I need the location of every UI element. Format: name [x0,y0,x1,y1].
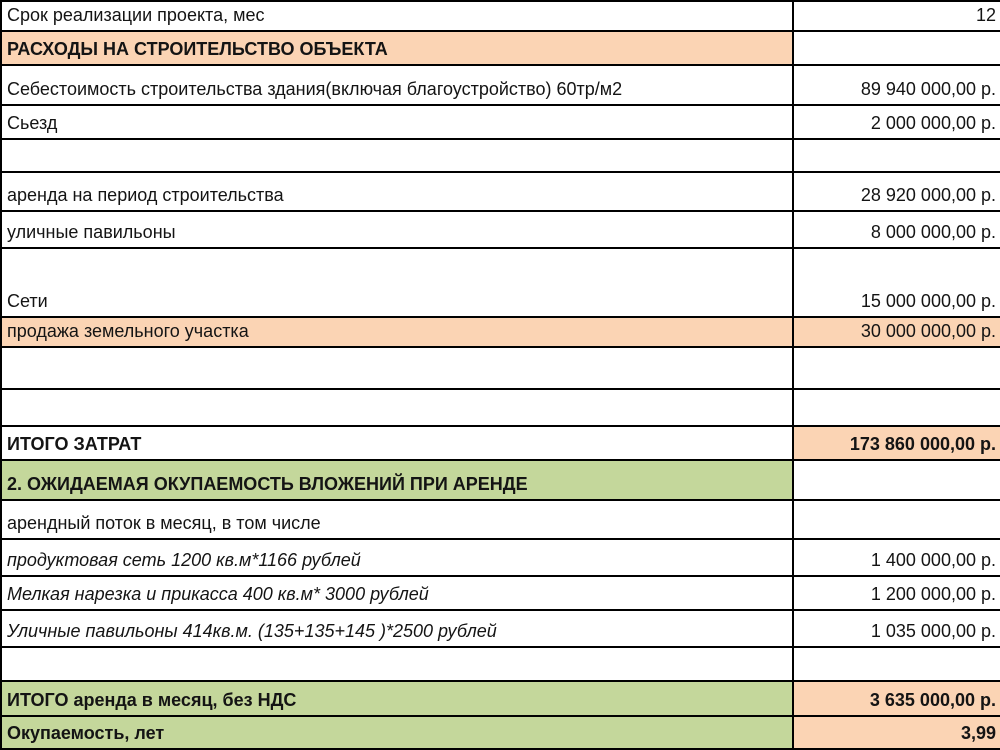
row-total-monthly-rent [2,682,1000,717]
cell-empty[interactable] [794,648,1000,680]
cell-empty[interactable] [2,390,794,425]
cell-small-retail-rent-value[interactable]: 1 200 000,00 р. [870,584,996,605]
cell-payback-years-label[interactable]: Окупаемость, лет [2,717,794,748]
cell-project-duration-value[interactable]: 12 [975,5,996,26]
cell-grocery-chain-rent-value[interactable]: 1 400 000,00 р. [870,550,996,571]
cell-project-duration-label[interactable]: Срок реализации проекта, мес [2,2,794,30]
cell-empty[interactable] [2,348,794,388]
cell-monthly-rental-flow-label[interactable]: арендный поток в месяц, в том числе [2,501,794,538]
cell-total-monthly-rent-label[interactable]: ИТОГО аренда в месяц, без НДС [2,682,794,715]
row-total-costs [2,427,1000,461]
cell-small-retail-rent-label[interactable]: Мелкая нарезка и прикасса 400 кв.м* 3000 рублей [2,577,794,609]
cell-street-pavilions-cost-value[interactable]: 8 000 000,00 р. [870,222,996,243]
cell-driveway-value[interactable]: 2 000 000,00 р. [870,113,996,134]
row-land-plot-sale [2,318,1000,348]
cell-empty[interactable] [2,140,794,171]
cell-land-plot-sale-value[interactable]: 30 000 000,00 р. [794,318,1000,346]
row-section-header-construction-costs [2,32,1000,66]
cell-section-expected-payback[interactable]: 2. ОЖИДАЕМАЯ ОКУПАЕМОСТЬ ВЛОЖЕНИЙ ПРИ АРЕНДЕ [2,461,794,499]
row-driveway [2,106,1000,140]
row-section-header-expected-payback [2,461,1000,501]
row-empty [2,140,1000,173]
cell-empty[interactable] [794,390,1000,425]
row-street-pavilions-rent [2,611,1000,648]
cell-section-construction-costs[interactable]: РАСХОДЫ НА СТРОИТЕЛЬСТВО ОБЪЕКТА [2,32,794,64]
row-payback-years [2,717,1000,750]
cell-street-pavilions-rent-label[interactable]: Уличные павильоны 414кв.м. (135+135+145 )*2500 рублей [2,611,794,646]
cell-utility-networks-label[interactable]: Сети [2,249,794,316]
row-utility-networks [2,249,1000,318]
row-monthly-rental-flow [2,501,1000,540]
row-building-cost [2,66,1000,106]
cell-payback-years-value[interactable]: 3,99 [794,717,1000,748]
cell-land-plot-sale-label[interactable]: продажа земельного участка [2,318,794,346]
cell-total-costs-value[interactable]: 173 860 000,00 р. [794,427,1000,459]
cell-utility-networks-value[interactable]: 15 000 000,00 р. [860,291,996,312]
cell-empty[interactable] [794,461,1000,499]
row-street-pavilions-cost [2,212,1000,249]
cell-rent-during-construction-value[interactable]: 28 920 000,00 р. [860,185,996,206]
row-rent-during-construction [2,173,1000,212]
row-grocery-chain-rent [2,540,1000,577]
cell-driveway-label[interactable]: Сьезд [2,106,794,138]
cell-total-costs-label[interactable]: ИТОГО ЗАТРАТ [2,427,794,459]
cell-empty[interactable] [794,348,1000,388]
row-empty [2,648,1000,682]
cell-empty[interactable] [794,501,1000,538]
cell-empty[interactable] [794,140,1000,171]
cell-grocery-chain-rent-label[interactable]: продуктовая сеть 1200 кв.м*1166 рублей [2,540,794,575]
cell-street-pavilions-cost-label[interactable]: уличные павильоны [2,212,794,247]
row-empty [2,348,1000,390]
cell-total-monthly-rent-value[interactable]: 3 635 000,00 р. [794,682,1000,715]
cell-rent-during-construction-label[interactable]: аренда на период строительства [2,173,794,210]
cell-empty[interactable] [794,32,1000,64]
cell-building-cost-label[interactable]: Себестоимость строительства здания(включая благоустройство) 60тр/м2 [2,66,794,104]
row-empty [2,390,1000,427]
row-small-retail-rent [2,577,1000,611]
cell-building-cost-value[interactable]: 89 940 000,00 р. [860,79,996,100]
cell-street-pavilions-rent-value[interactable]: 1 035 000,00 р. [870,621,996,642]
row-project-duration [2,2,1000,32]
cell-empty[interactable] [2,648,794,680]
